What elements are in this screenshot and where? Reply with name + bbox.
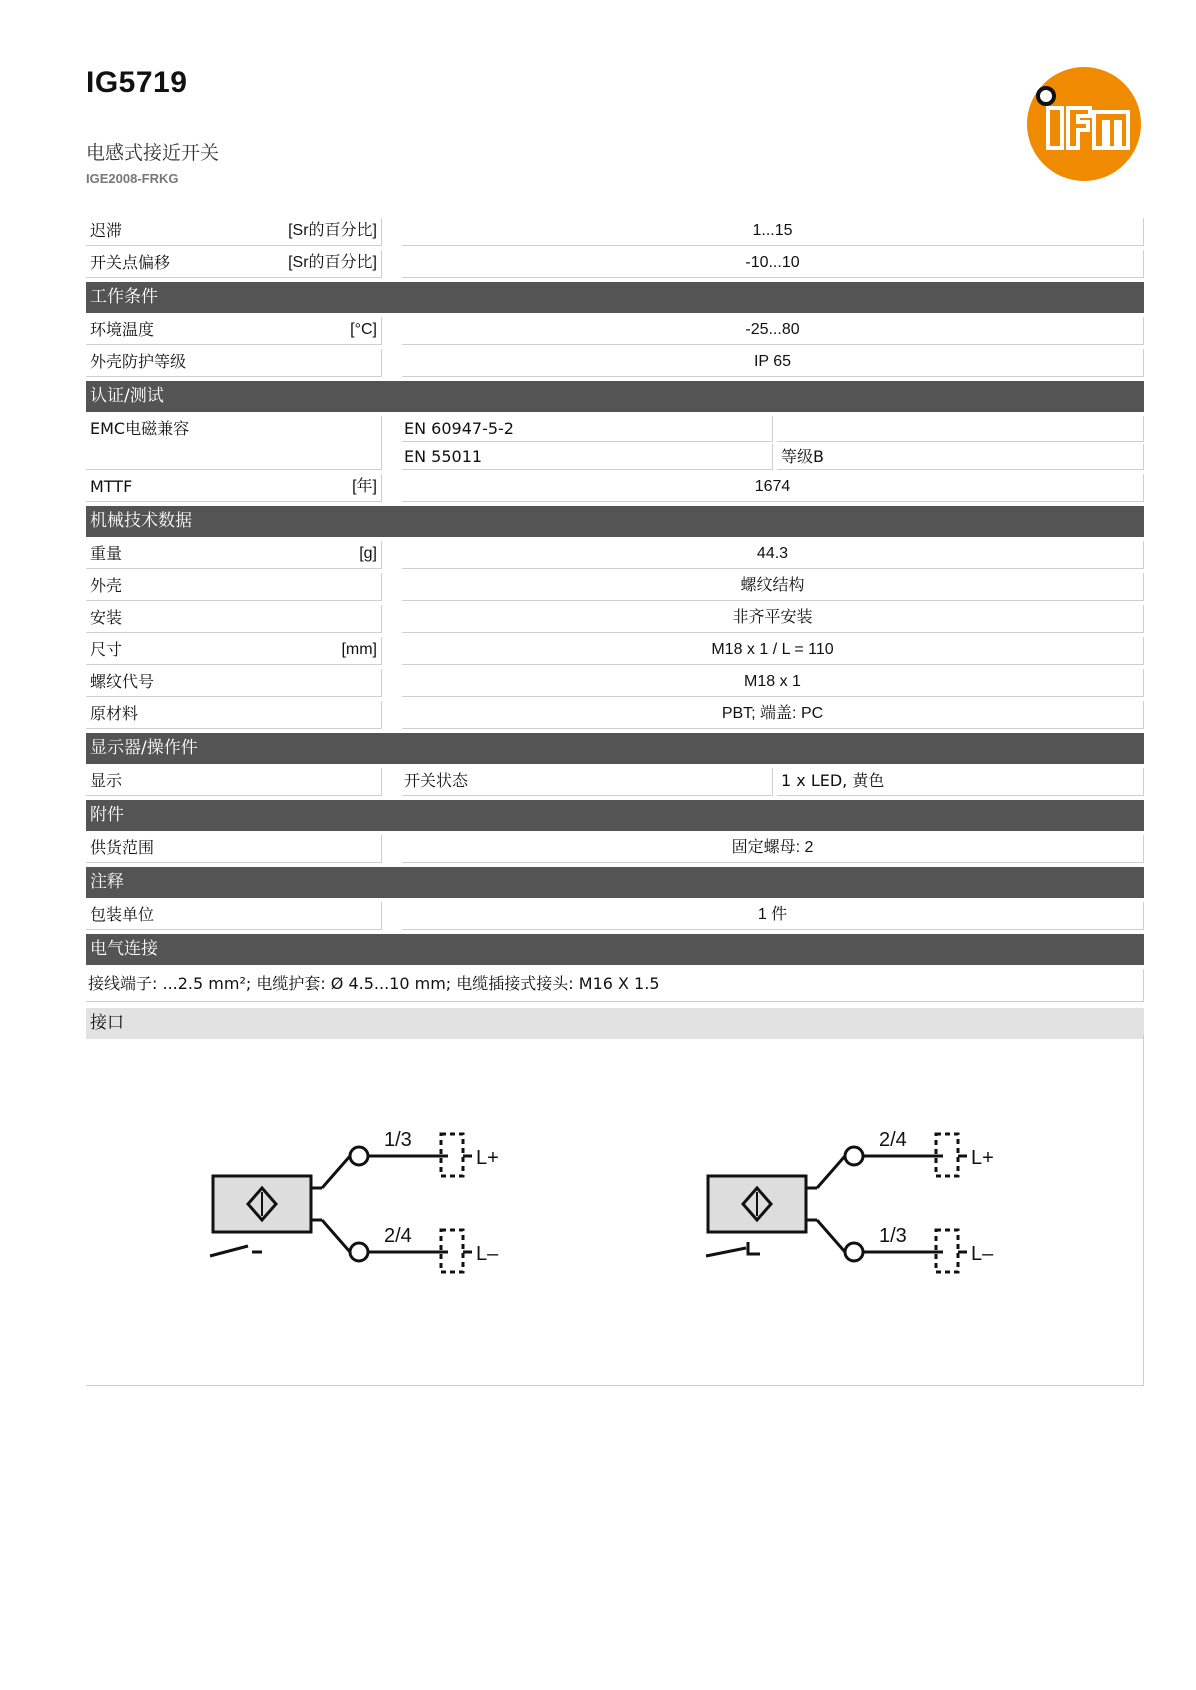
row-mttf bbox=[86, 474, 1144, 506]
value-hysteresis: 1...15 bbox=[402, 218, 1144, 246]
label-ambient-temp: 环境温度 bbox=[90, 320, 155, 339]
label-packaging: 包装单位 bbox=[86, 902, 382, 930]
right-top-pin: 2/4 bbox=[879, 1129, 907, 1151]
value-weight: 44.3 bbox=[402, 541, 1144, 569]
label-scope-of-supply: 供货范围 bbox=[86, 835, 382, 863]
label-emc: EMC电磁兼容 bbox=[90, 419, 190, 438]
left-top-label: L+ bbox=[476, 1147, 499, 1169]
left-top-pin: 1/3 bbox=[384, 1129, 412, 1151]
section-accessories: 附件 bbox=[86, 800, 1144, 831]
unit-ambient-temp: [°C] bbox=[350, 321, 377, 338]
label-mttf: MTTF bbox=[90, 477, 133, 496]
value-materials: PBT; 端盖: PC bbox=[402, 701, 1144, 729]
row-mounting bbox=[86, 605, 1144, 637]
row-dimensions bbox=[86, 637, 1144, 669]
left-bottom-pin: 2/4 bbox=[384, 1225, 412, 1247]
section-interface: 接口 bbox=[86, 1008, 1144, 1039]
row-housing bbox=[86, 573, 1144, 605]
value-thread: M18 x 1 bbox=[402, 669, 1144, 697]
display-function: 开关状态 bbox=[402, 768, 773, 796]
electrical-connection-text: 接线端子: ...2.5 mm²; 电缆护套: Ø 4.5...10 mm; 电缆插接式接头: M16 X 1.5 bbox=[86, 969, 1144, 1002]
label-materials: 原材料 bbox=[90, 704, 139, 723]
right-bottom-label: L– bbox=[971, 1243, 994, 1265]
row-packaging bbox=[86, 902, 1144, 934]
value-mounting: 非齐平安装 bbox=[402, 605, 1144, 633]
row-weight bbox=[86, 541, 1144, 573]
data-sheet bbox=[86, 218, 1144, 1039]
emc-standard-1: EN 60947-5-2 bbox=[402, 416, 773, 442]
section-electrical-connection: 电气连接 bbox=[86, 934, 1144, 965]
row-hysteresis bbox=[86, 218, 1144, 250]
section-mechanical-data: 机械技术数据 bbox=[86, 506, 1144, 537]
value-mttf: 1674 bbox=[402, 474, 1144, 502]
emc-standard-1-class bbox=[777, 416, 1144, 442]
display-value: 1 x LED, 黄色 bbox=[777, 768, 1144, 796]
value-packaging: 1 件 bbox=[402, 902, 1144, 930]
product-code-title: IG5719 bbox=[86, 66, 188, 99]
label-hysteresis: 迟滞 bbox=[90, 221, 123, 240]
emc-standard-2-class: 等级B bbox=[777, 444, 1144, 470]
label-weight: 重量 bbox=[90, 544, 123, 563]
left-bottom-label: L– bbox=[476, 1243, 499, 1265]
label-thread: 螺纹代号 bbox=[90, 672, 155, 691]
wiring-diagram-box bbox=[86, 1034, 1144, 1386]
right-bottom-pin: 1/3 bbox=[879, 1225, 907, 1247]
label-display: 显示 bbox=[86, 768, 382, 796]
label-mounting: 安装 bbox=[90, 608, 123, 627]
section-remarks: 注释 bbox=[86, 867, 1144, 898]
section-displays: 显示器/操作件 bbox=[86, 733, 1144, 764]
label-protection: 外壳防护等级 bbox=[90, 352, 187, 371]
wiring-diagram-right bbox=[706, 1134, 967, 1272]
label-housing: 外壳 bbox=[90, 576, 123, 595]
emc-standard-2: EN 55011 bbox=[402, 444, 773, 470]
right-top-label: L+ bbox=[971, 1147, 994, 1169]
value-switch-point-drift: -10...10 bbox=[402, 250, 1144, 278]
label-dimensions: 尺寸 bbox=[90, 640, 123, 659]
unit-mttf: [年] bbox=[352, 478, 377, 495]
value-housing: 螺纹结构 bbox=[402, 573, 1144, 601]
unit-weight: [g] bbox=[359, 545, 377, 562]
unit-dimensions: [mm] bbox=[341, 641, 377, 658]
section-approvals: 认证/测试 bbox=[86, 381, 1144, 412]
unit-switch-point-drift: [Sr的百分比] bbox=[288, 254, 377, 271]
unit-hysteresis: [Sr的百分比] bbox=[288, 222, 377, 239]
value-dimensions: M18 x 1 / L = 110 bbox=[402, 637, 1144, 665]
label-switch-point-drift: 开关点偏移 bbox=[90, 253, 171, 272]
value-ambient-temp: -25...80 bbox=[402, 317, 1144, 345]
ifm-logo bbox=[1026, 66, 1142, 182]
row-display bbox=[86, 768, 1144, 800]
row-switch-point-drift bbox=[86, 250, 1144, 282]
section-operating-conditions: 工作条件 bbox=[86, 282, 1144, 313]
product-type: 电感式接近开关 bbox=[86, 142, 220, 164]
article-code: IGE2008-FRKG bbox=[86, 171, 179, 186]
row-scope-of-supply bbox=[86, 835, 1144, 867]
value-protection: IP 65 bbox=[402, 349, 1144, 377]
wiring-diagrams bbox=[86, 1034, 1144, 1386]
row-emc bbox=[86, 416, 1144, 474]
row-protection bbox=[86, 349, 1144, 381]
wiring-diagram-left bbox=[210, 1134, 472, 1272]
row-thread bbox=[86, 669, 1144, 701]
value-scope-of-supply: 固定螺母: 2 bbox=[402, 835, 1144, 863]
row-materials bbox=[86, 701, 1144, 733]
row-ambient-temp bbox=[86, 317, 1144, 349]
